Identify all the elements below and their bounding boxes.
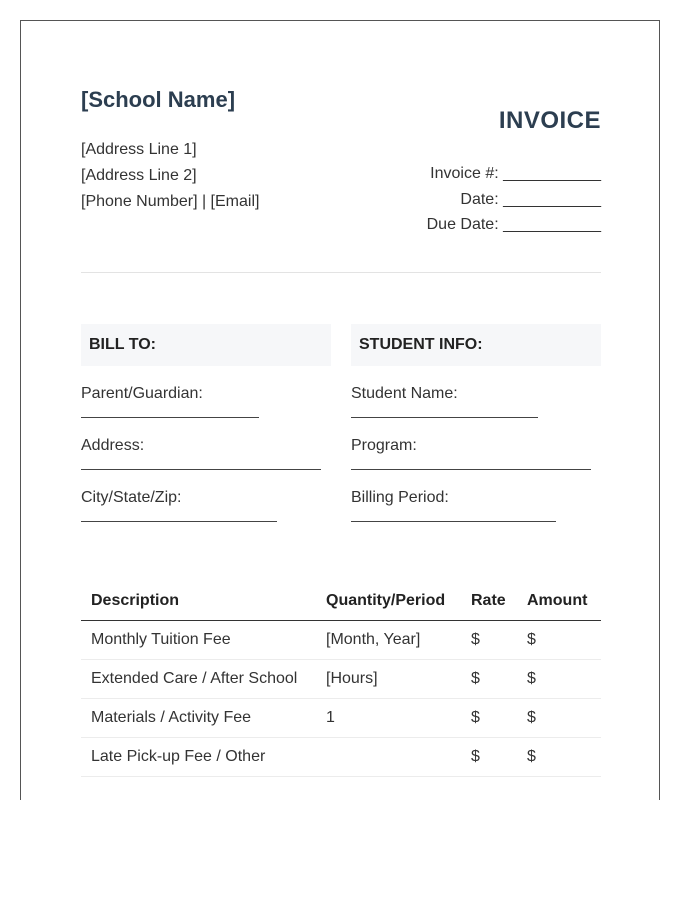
invoice-meta xyxy=(427,161,601,238)
student-name-label: Student Name: xyxy=(351,385,458,402)
invoice-title: INVOICE xyxy=(498,107,601,134)
row-amount: $ xyxy=(517,621,601,660)
due-date-row xyxy=(427,212,601,238)
header-description: Description xyxy=(81,581,316,621)
invoice-page xyxy=(20,20,660,800)
table-row xyxy=(81,621,601,660)
student-info-header: STUDENT INFO: xyxy=(351,324,601,366)
invoice-date-blank: ___________ xyxy=(503,190,601,208)
program-label: Program: xyxy=(351,437,417,454)
invoice-date-label: Date: xyxy=(460,190,499,208)
address-line-1: [Address Line 1] xyxy=(81,141,197,158)
row-rate: $ xyxy=(461,738,517,777)
billing-period-label: Billing Period: xyxy=(351,489,449,506)
bill-to-header: BILL TO: xyxy=(81,324,331,366)
program-line[interactable] xyxy=(351,456,591,470)
row-description: Monthly Tuition Fee xyxy=(81,621,316,660)
student-name-line[interactable] xyxy=(351,404,538,418)
address-line[interactable] xyxy=(81,456,321,470)
invoice-date-row xyxy=(427,187,601,213)
table-row xyxy=(81,738,601,777)
row-quantity: [Month, Year] xyxy=(316,621,461,660)
row-description: Materials / Activity Fee xyxy=(81,699,316,738)
school-name: [School Name] xyxy=(81,87,236,112)
due-date-label: Due Date: xyxy=(426,216,499,233)
table-row xyxy=(81,660,601,699)
school-address-block xyxy=(81,137,259,215)
table-row xyxy=(81,699,601,738)
parent-guardian-label: Parent/Guardian: xyxy=(81,385,203,402)
line-items-table xyxy=(81,581,601,777)
address-label: Address: xyxy=(81,437,145,454)
bill-to-section xyxy=(81,324,331,522)
header-rate: Rate xyxy=(461,581,517,621)
row-description: Late Pick-up Fee / Other xyxy=(81,738,316,777)
row-amount: $ xyxy=(517,738,601,777)
invoice-number-label: Invoice #: xyxy=(430,165,499,182)
city-state-zip-line[interactable] xyxy=(81,508,277,522)
row-description: Extended Care / After School xyxy=(81,660,316,699)
row-rate: $ xyxy=(461,660,517,699)
header-divider xyxy=(81,272,601,273)
header-quantity-period: Quantity/Period xyxy=(316,581,461,621)
address-field xyxy=(81,436,331,470)
billing-period-field xyxy=(351,488,601,522)
city-state-zip-label: City/State/Zip: xyxy=(81,489,182,506)
row-quantity: [Hours] xyxy=(316,660,461,699)
due-date-blank: ___________ xyxy=(503,216,601,233)
table-header-row xyxy=(81,581,601,621)
program-field xyxy=(351,436,601,470)
contact-line: [Phone Number] | [Email] xyxy=(81,193,260,210)
row-rate: $ xyxy=(461,621,517,660)
row-quantity: 1 xyxy=(316,699,461,738)
row-amount: $ xyxy=(517,660,601,699)
city-state-zip-field xyxy=(81,488,331,522)
row-rate: $ xyxy=(461,699,517,738)
parent-guardian-line[interactable] xyxy=(81,404,259,418)
row-quantity xyxy=(316,738,461,777)
row-amount: $ xyxy=(517,699,601,738)
parent-guardian-field xyxy=(81,384,331,418)
header-amount: Amount xyxy=(517,581,601,621)
invoice-number-blank: ___________ xyxy=(503,165,601,182)
invoice-number-row xyxy=(427,161,601,187)
address-line-2: [Address Line 2] xyxy=(81,167,197,184)
billing-period-line[interactable] xyxy=(351,508,556,522)
student-name-field xyxy=(351,384,601,418)
student-info-section xyxy=(351,324,601,522)
